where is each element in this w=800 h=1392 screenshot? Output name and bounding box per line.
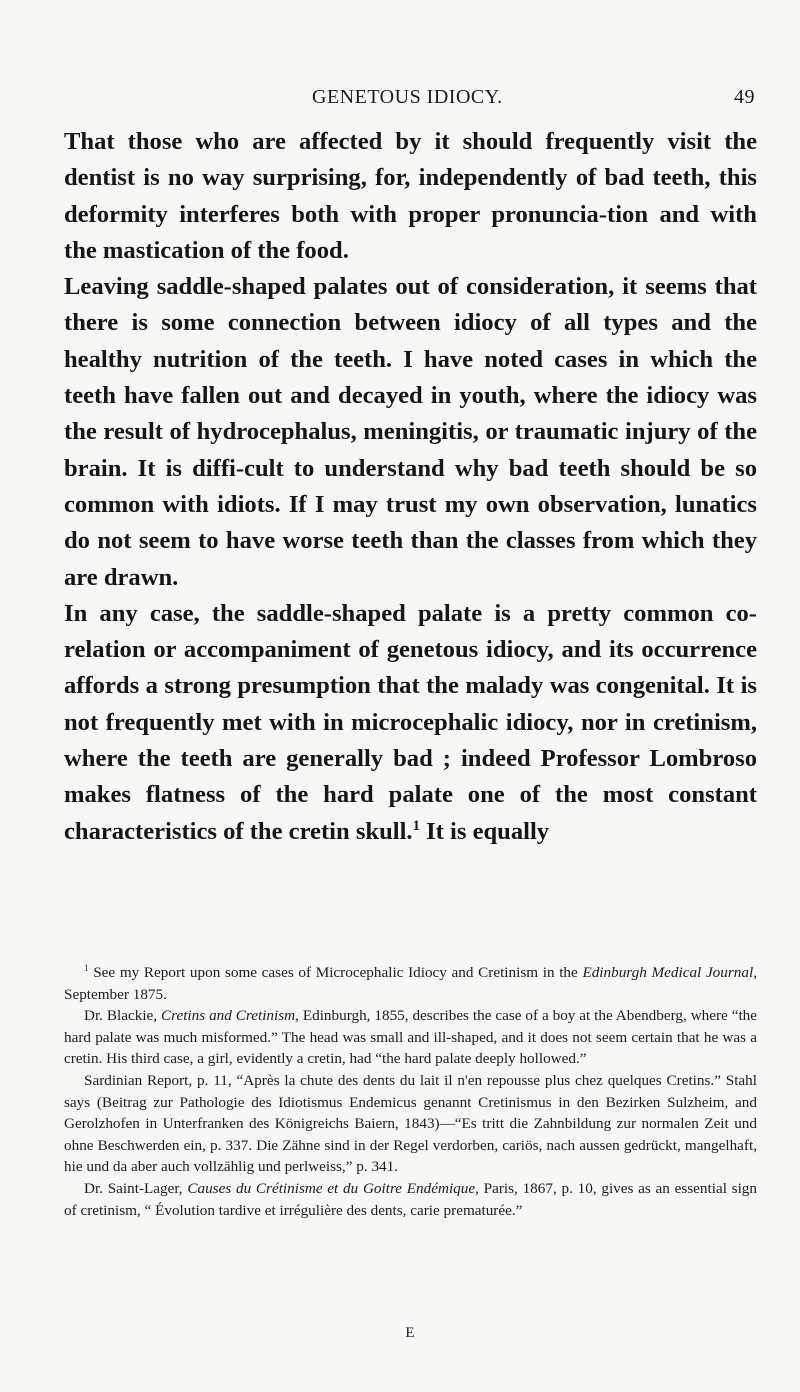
body-text [64,124,757,850]
signature-mark: E [405,1325,415,1341]
footnote-1-marker: 1 [84,962,89,973]
footnote-4-text-a: Dr. Saint-Lager, [84,1179,188,1197]
paragraph-3-end: It is equally [419,817,550,845]
footnote-1-text-a: See my Report upon some cases of Microcephalic Idiocy and Cretinism in the [88,964,583,981]
running-head [65,86,755,112]
paragraph-3-text: In any case, the saddle-shaped palate is a pretty common co-relation or accompaniment of genetous idiocy, and its occurrence affords a strong presumption that the malady was congenital. It is not frequently met with in microcephalic idiocy, nor in cretinism, where the teeth are generally bad ; indeed Professor Lombroso makes flatness of the hard palate one of the most constant characteristics of the cretin skull. [64,599,757,845]
footnote-4-text-b: , Paris, 1867, p. 10, gives as an essential sign of cretinism, “ Évolution tardive et irrégulière des dents, carie prematurée.” [64,1179,757,1219]
footnote-2 [64,1005,757,1070]
footnote-3: Sardinian Report, p. 11, “Après la chute des dents du lait il n'en repousse plus chez quelques Cretins.” Stahl says (Beitrag zur Pathologie des Idiotismus Endemicus genannt Cretinismus in den Bezirken Sulzheim, and Gerolzhofen in Unterfranken des Königreichs Baiern, 1843)—“Es tritt die Zahnbildung zur normalen Zeit und ohne Beschwerden ein, p. 337. Die Zähne sind in der Regel verdorben, cariös, nach aussen gedrückt, mangelhaft, hie und da aber auch vollzählig und perlweiss,” p. 341. [64,1071,757,1176]
paragraph-2: Leaving saddle-shaped palates out of consideration, it seems that there is some connection between idiocy of all types and the healthy nutrition of the teeth. I have noted cases in which the teeth have fallen out and decayed in youth, where the idiocy was the result of hydrocephalus, meningitis, or traumatic injury of the brain. It is diffi-cult to understand why bad teeth should be so common with idiots. If I may trust my own observation, lunatics do not seem to have worse teeth than the classes from which they are drawn. [64,273,757,591]
footnote-4 [64,1178,757,1221]
footnote-1-journal: Edinburgh Medical Journal [582,964,754,981]
paragraph-1: That those who are affected by it should frequently visit the dentist is no way surprising, for, independently of bad teeth, this deformity interferes both with proper pronuncia-tion and with the mastication of the food. [64,128,757,264]
footnote-4-title: Causes du Crétinisme et du Goitre Endémique [187,1179,476,1197]
footnote-2-title: Cretins and Cretinism [161,1007,296,1025]
footnote-ref-1: 1 [412,817,420,834]
footnotes [64,962,757,1221]
footnote-1-text-b: , September 1875. [64,964,757,1003]
footnote-2-text-a: Dr. Blackie, [84,1007,161,1025]
page-number: 49 [734,86,755,108]
footnote-2-text-b: , Edinburgh, 1855, describes the case of a boy at the Abendberg, where “the hard palate was much misformed.” The head was small and ill-shaped, and it does not seem certain that he was a cretin. His third case, a girl, evidently a cretin, had “the hard palate deeply hollowed.” [64,1007,758,1068]
footnote-1 [64,962,757,1005]
running-title: GENETOUS IDIOCY. [312,86,503,108]
paragraph-3 [64,596,757,850]
